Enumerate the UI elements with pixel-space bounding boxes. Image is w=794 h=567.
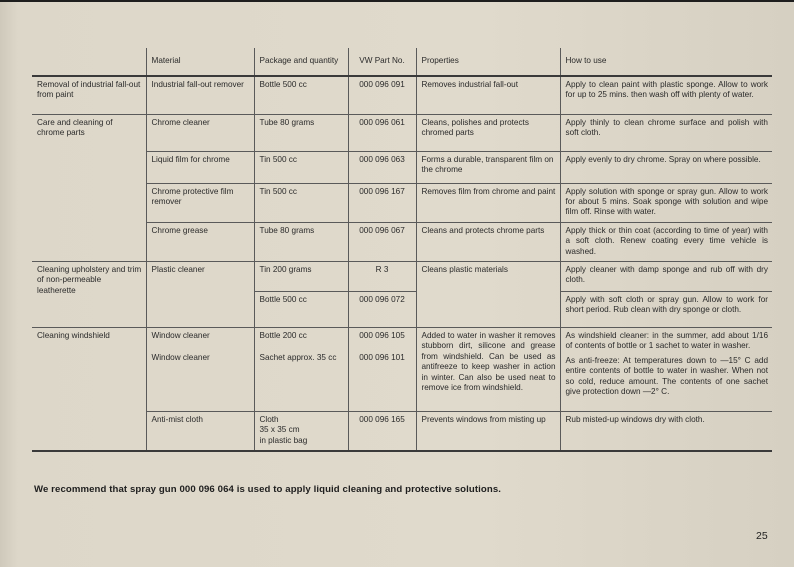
how-to-use-cell: Apply cleaner with damp sponge and rub off with dry cloth. [560,261,772,291]
application-cell-empty [32,151,146,183]
properties-cell: Cleans and protects chrome parts [416,222,560,261]
how-to-use-cell: Apply thick or thin coat (according to time of year) with a soft cloth. Renew coating every time vehicle is washed. [560,222,772,261]
how-to-use-summer: As windshield cleaner: in the summer, add about 1/16 of contents of bottle or 1 sachet to water in washer. [565,330,768,351]
how-to-use-antifreeze: As anti-freeze: At temperatures down to —15° C add entire contents of bottle to water in washer. When not so cold, reduce amount. The contents of one sachet give protection down —2° C. [565,355,768,396]
properties-cell: Removes film from chrome and paint [416,183,560,222]
package-cell [254,327,348,411]
part-no-cell: 000 096 072 [348,291,416,327]
table-row [32,411,772,451]
part-no-sachet: 000 096 101 [359,353,405,363]
part-no-cell: 000 096 091 [348,76,416,114]
package-bottle: Bottle 200 cc [259,330,307,340]
header-properties: Properties [416,48,560,76]
part-no-cell [348,327,416,411]
page-number: 25 [756,530,768,542]
package-cell: Tin 200 grams [254,261,348,291]
material-cell: Industrial fall-out remover [146,76,254,114]
material-cell: Chrome cleaner [146,114,254,151]
how-to-use-cell [560,327,772,411]
package-sachet: Sachet approx. 35 cc [259,353,337,363]
application-cell-empty [32,183,146,222]
how-to-use-cell: Apply thinly to clean chrome surface and polish with soft cloth. [560,114,772,151]
table-row [32,222,772,261]
package-cell: Tin 500 cc [254,183,348,222]
properties-cell: Forms a durable, transparent film on the chrome [416,151,560,183]
properties-cell: Cleans plastic materials [416,261,560,327]
table-row [32,327,772,411]
application-cell: Care and cleaning of chrome parts [32,114,146,151]
table-row [32,183,772,222]
top-edge-rule [0,0,794,2]
part-no-cell: 000 096 167 [348,183,416,222]
table-row [32,114,772,151]
part-no-cell: 000 096 061 [348,114,416,151]
application-cell-empty [32,411,146,451]
header-how-to-use: How to use [560,48,772,76]
package-cell: Tube 80 grams [254,222,348,261]
header-package: Package and quantity [254,48,348,76]
material-cell [146,327,254,411]
material-cell: Chrome protective film remover [146,183,254,222]
material-cell: Plastic cleaner [146,261,254,327]
table-row [32,151,772,183]
package-cell [254,411,348,451]
material-window-cleaner-bottle: Window cleaner [151,330,210,340]
cleaning-products-table [32,48,772,452]
part-no-cell: 000 096 067 [348,222,416,261]
properties-cell: Removes industrial fall-out [416,76,560,114]
part-no-cell: 000 096 165 [348,411,416,451]
how-to-use-cell: Rub misted-up windows dry with cloth. [560,411,772,451]
properties-cell: Added to water in washer it removes stubborn dirt, silicone and grease from windshield. Can be used as antifreeze to keep washer in action in winter. Can also be used neat to remove ice from windshield. [416,327,560,411]
package-line: in plastic bag [259,435,308,445]
package-cell: Bottle 500 cc [254,291,348,327]
material-cell: Chrome grease [146,222,254,261]
material-cell: Anti-mist cloth [146,411,254,451]
application-cell: Removal of industrial fall-out from paint [32,76,146,114]
part-no-cell: R 3 [348,261,416,291]
properties-cell: Prevents windows from misting up [416,411,560,451]
how-to-use-cell: Apply evenly to dry chrome. Spray on where possible. [560,151,772,183]
how-to-use-cell: Apply to clean paint with plastic sponge. Allow to work for up to 25 mins. then wash off with plenty of water. [560,76,772,114]
application-cell-empty [32,222,146,261]
part-no-bottle: 000 096 105 [359,330,405,340]
application-cell: Cleaning windshield [32,327,146,411]
how-to-use-cell: Apply solution with sponge or spray gun. Allow to work for about 5 mins. Soak sponge with solution and wipe film off. Rinse with water. [560,183,772,222]
package-cell: Tube 80 grams [254,114,348,151]
material-window-cleaner-sachet: Window cleaner [151,353,210,363]
table-row [32,76,772,114]
header-material: Material [146,48,254,76]
header-application [32,48,146,76]
how-to-use-cell: Apply with soft cloth or spray gun. Allow to work for short period. Rub clean with dry sponge or cloth. [560,291,772,327]
application-cell: Cleaning upholstery and trim of non-permeable leatherette [32,261,146,327]
properties-cell: Cleans, polishes and protects chromed parts [416,114,560,151]
material-cell: Liquid film for chrome [146,151,254,183]
package-cell: Bottle 500 cc [254,76,348,114]
part-no-cell: 000 096 063 [348,151,416,183]
table-row [32,261,772,291]
package-cell: Tin 500 cc [254,151,348,183]
table-header-row [32,48,772,76]
package-line: 35 x 35 cm [259,425,300,435]
package-line: Cloth [259,414,279,424]
spray-gun-recommendation: We recommend that spray gun 000 096 064 is used to apply liquid cleaning and protective solutions. [34,484,502,495]
header-part-no: VW Part No. [348,48,416,76]
